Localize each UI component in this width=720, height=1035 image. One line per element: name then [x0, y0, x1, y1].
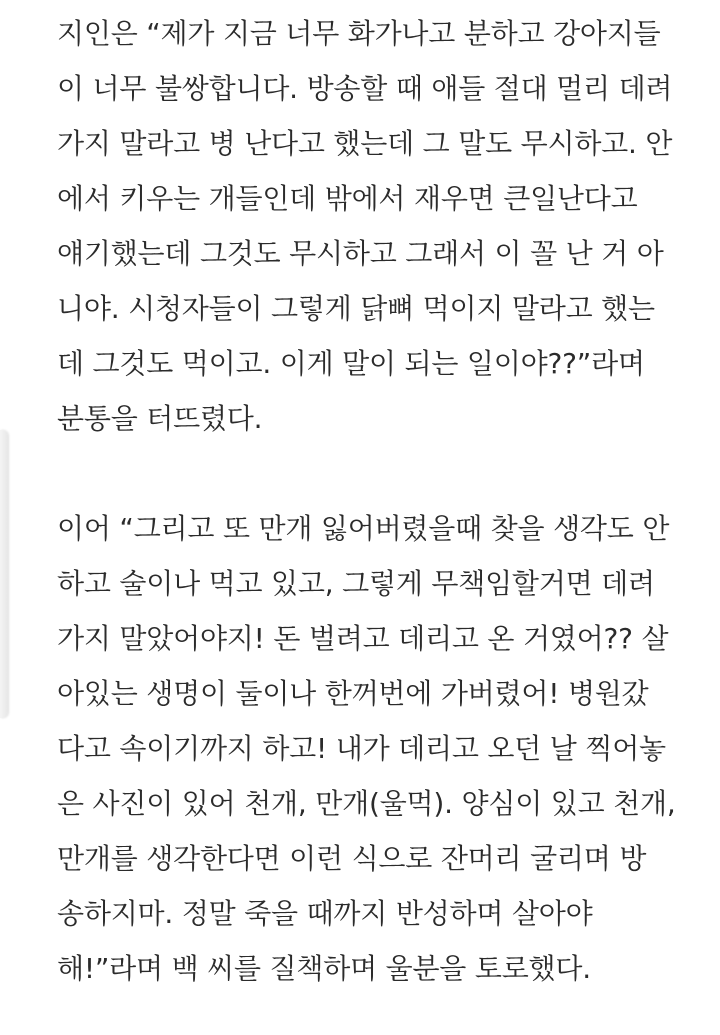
text-line: 송하지마. 정말 죽을 때까지 반성하며 살아야: [57, 897, 593, 930]
text-line: 아있는 생명이 둘이나 한꺼번에 가버렸어! 병원갔: [57, 677, 649, 710]
article-body: [57, 6, 707, 996]
paragraph-2: [57, 501, 707, 996]
text-line: 다고 속이기까지 하고! 내가 데리고 오던 날 찍어놓: [57, 732, 666, 765]
paragraph-gap: [57, 446, 707, 501]
text-line: 은 사진이 있어 천개, 만개(울먹). 양심이 있고 천개,: [57, 787, 676, 820]
text-line: 얘기했는데 그것도 무시하고 그래서 이 꼴 난 거 아: [57, 237, 664, 270]
paragraph-1: [57, 6, 707, 446]
text-line: 에서 키우는 개들인데 밖에서 재우면 큰일난다고: [57, 182, 638, 215]
text-line: 지인은 “제가 지금 너무 화가나고 분하고 강아지들: [57, 17, 661, 50]
text-line: 만개를 생각한다면 이런 식으로 잔머리 굴리며 방: [57, 842, 647, 875]
text-line: 하고 술이나 먹고 있고, 그렇게 무책임할거면 데려: [57, 567, 655, 600]
text-line: 이 너무 불쌍합니다. 방송할 때 애들 절대 멀리 데려: [57, 72, 673, 105]
text-line: 이어 “그리고 또 만개 잃어버렸을때 찾을 생각도 안: [57, 512, 670, 545]
side-scroll-edge: [0, 430, 8, 718]
text-line: 분통을 터뜨렸다.: [57, 402, 263, 435]
text-line: 가지 말았어야지! 돈 벌려고 데리고 온 거였어?? 살: [57, 622, 669, 655]
text-line: 해!”라며 백 씨를 질책하며 울분을 토로했다.: [57, 952, 591, 985]
text-line: 니야. 시청자들이 그렇게 닭뼈 먹이지 말라고 했는: [57, 292, 655, 325]
text-line: 데 그것도 먹이고. 이게 말이 되는 일이야??”라며: [57, 347, 645, 380]
text-line: 가지 말라고 병 난다고 했는데 그 말도 무시하고. 안: [57, 127, 673, 160]
